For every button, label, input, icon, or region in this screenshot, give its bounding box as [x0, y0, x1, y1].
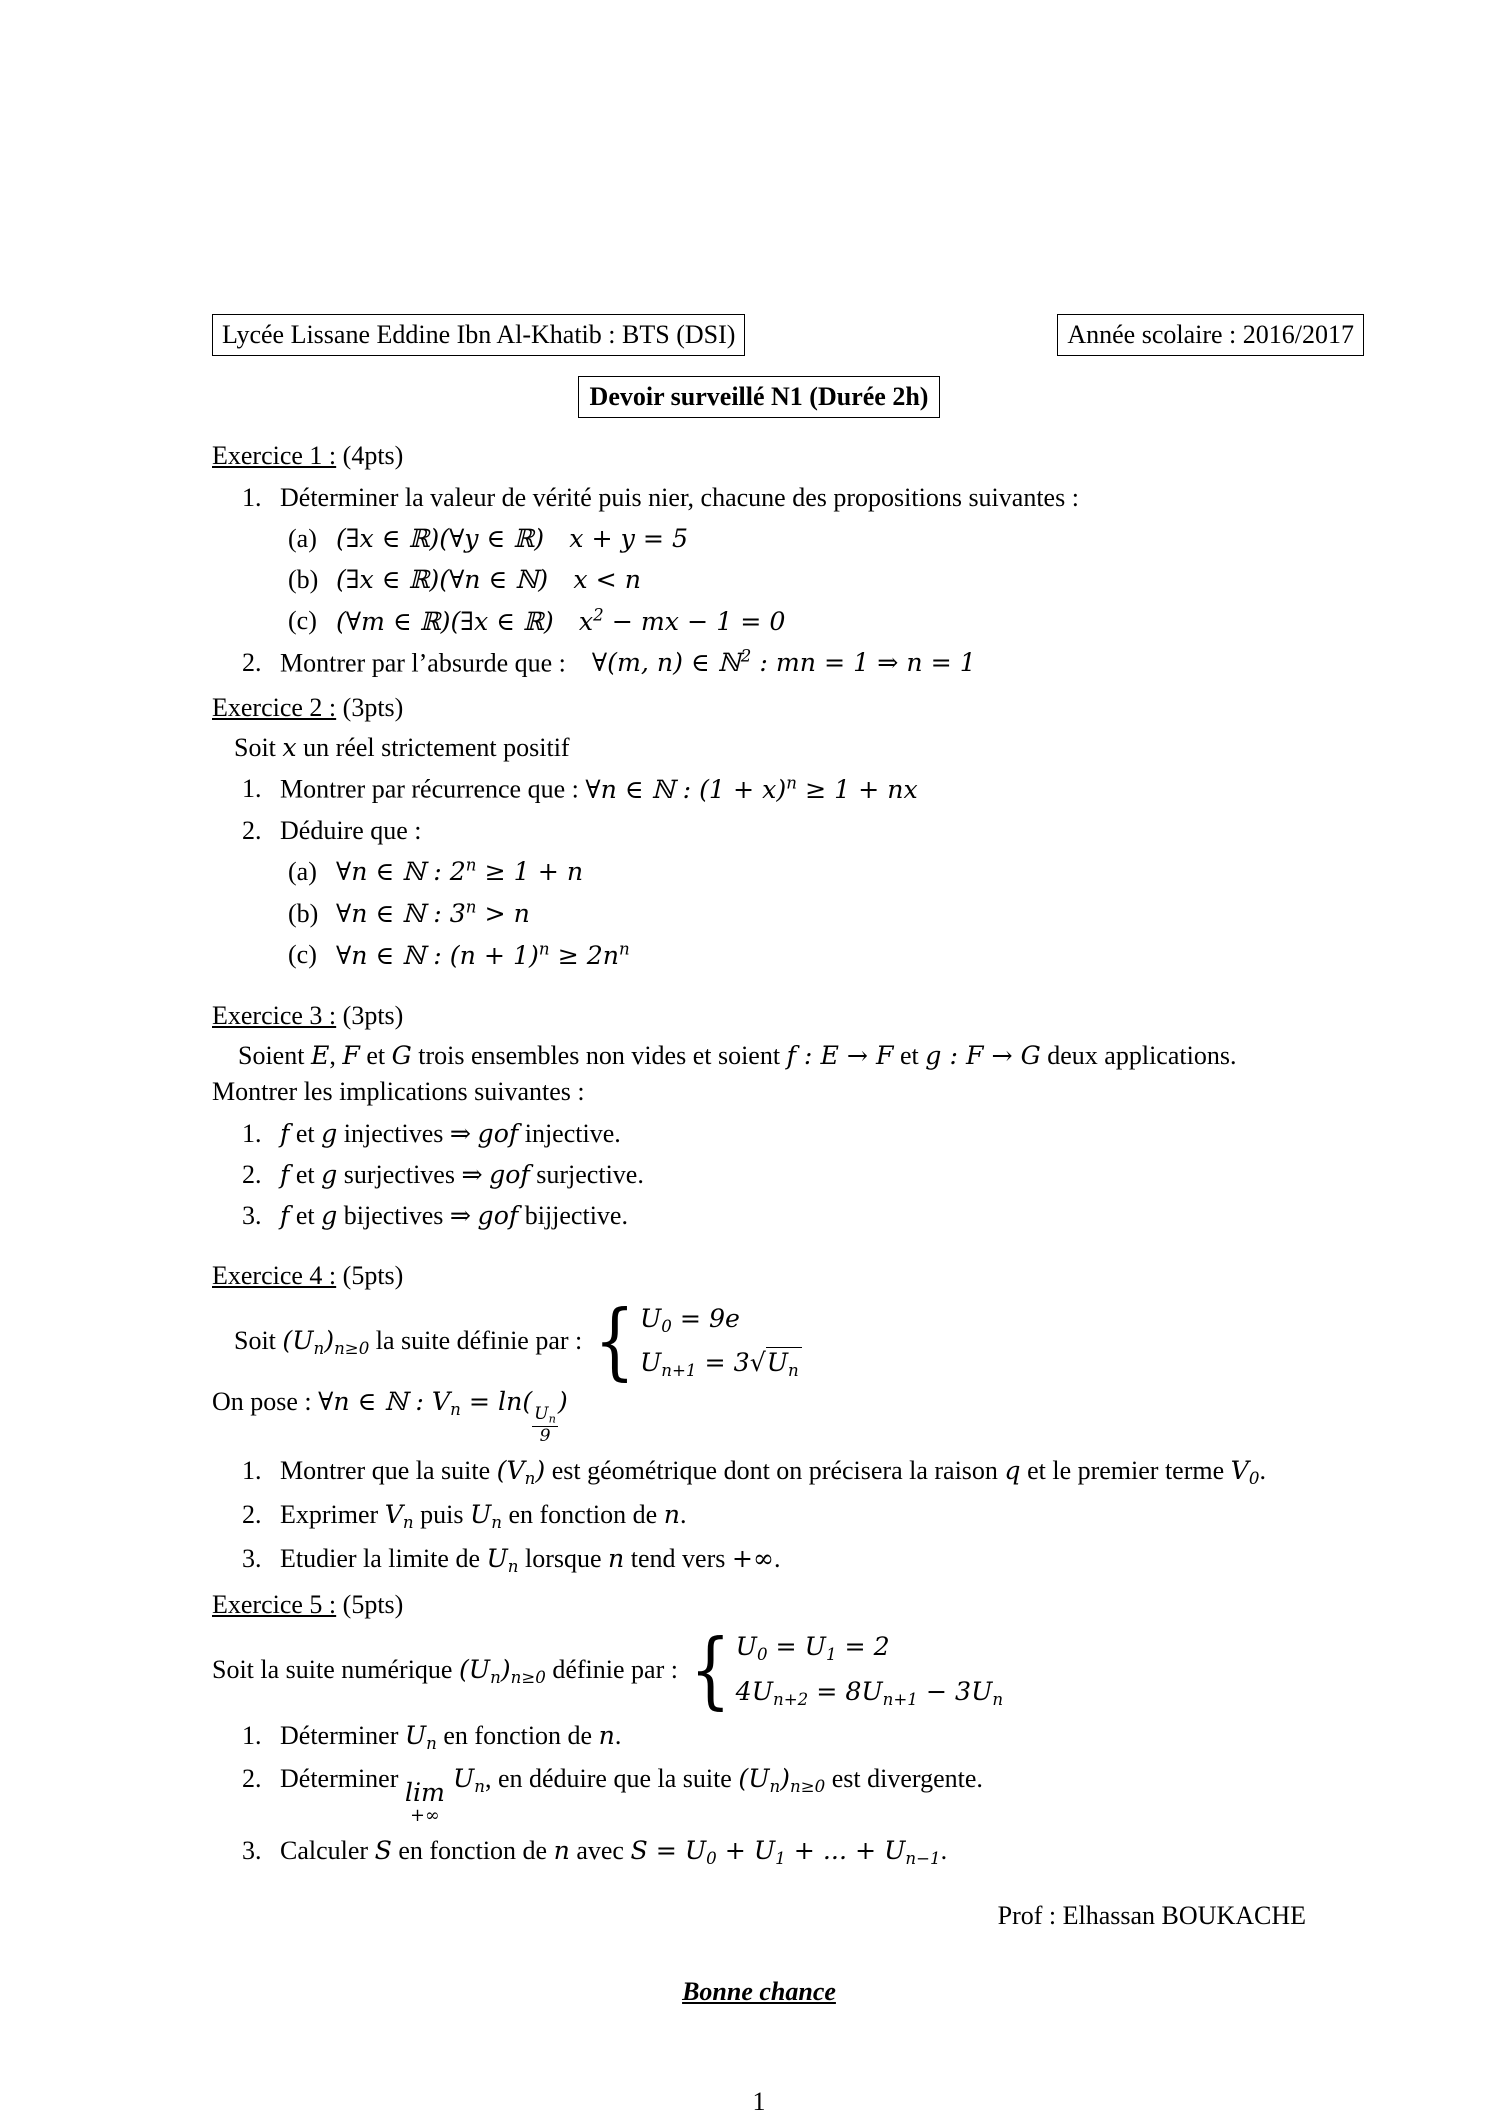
item-text: Déterminer la valeur de vérité puis nier, chacune des propositions suivantes :: [280, 482, 1079, 512]
item-number: 3.: [242, 1835, 262, 1865]
list-item: [242, 1543, 1306, 1578]
list-subitem: [288, 523, 1306, 555]
list-item: [242, 1499, 1306, 1534]
exercise-5-label: Exercice 5 :: [212, 1590, 337, 1620]
equation-line: $U_0 = 9e$: [640, 1303, 740, 1336]
item-text: ∀n ∈ ℕ : $3^n > n$: [336, 897, 530, 929]
list-item: [242, 1835, 1306, 1870]
page-number: 1: [752, 2087, 766, 2117]
list-item: [242, 647, 1306, 680]
left-brace: {: [594, 1294, 635, 1391]
item-text: Montrer par l’absurde que : ∀(m, n) ∈ ℕ$^2$ : mn = 1 ⇒ n = 1: [280, 647, 976, 678]
system-equations: [736, 1631, 1003, 1710]
item-number: (c): [288, 940, 317, 970]
item-text: f et g bijectives ⇒ gof bijjective.: [280, 1201, 628, 1231]
list-subitem: [288, 856, 1306, 889]
list-item: [242, 482, 1306, 514]
item-text: ∀n ∈ ℕ : $(n + 1)^n \ge 2n^n$: [336, 939, 630, 970]
item-text: f et g injectives ⇒ gof injective.: [280, 1118, 621, 1148]
list-subitem: [288, 898, 1306, 931]
exercise-1-points: (4pts): [342, 441, 404, 471]
equation-line: $U_0 = U_1 = 2$: [735, 1632, 890, 1665]
exercise-5-heading: [212, 1589, 1306, 1621]
item-text: ∀n ∈ ℕ : $2^n \ge 1 + n$: [336, 856, 584, 887]
exercise-4-definition: [234, 1294, 1306, 1391]
item-number: 1.: [242, 1118, 262, 1148]
item-number: 2.: [242, 648, 262, 678]
item-number: 2.: [242, 1159, 262, 1189]
item-text: (∃x ∈ ℝ)(∀y ∈ ℝ) x + y = 5: [336, 523, 689, 553]
exercise-3-label: Exercice 3 :: [212, 1000, 337, 1030]
exercise-2-points: (3pts): [342, 692, 404, 722]
item-number: 1.: [242, 1720, 262, 1750]
school-year-box: Année scolaire : 2016/2017: [1057, 314, 1364, 356]
exercise-2-heading: [212, 692, 1306, 724]
list-item: [242, 1159, 1306, 1191]
definition-lead: Soit $(U_n)_{n\ge 0}$ la suite définie par :: [234, 1325, 583, 1358]
item-text: Exprimer $V_n$ puis $U_n$ en fonction de n.: [280, 1499, 687, 1532]
item-number: 2.: [242, 815, 262, 845]
exercise-5-points: (5pts): [342, 1590, 404, 1620]
item-number: 3.: [242, 1543, 262, 1573]
exercise-3-heading: [212, 1000, 1306, 1032]
list-item: [242, 1118, 1306, 1150]
exercise-1-heading: [212, 440, 1306, 472]
list-subitem: [288, 939, 1306, 972]
school-box: Lycée Lissane Eddine Ibn Al-Khatib : BTS (DSI): [212, 314, 745, 356]
item-text: Calculer S en fonction de n avec $S = U_0 + U_1$ + ... + $U_{n-1}$.: [280, 1835, 948, 1868]
exercise-2-label: Exercice 2 :: [212, 692, 337, 722]
list-item: [242, 1455, 1306, 1490]
item-text: (∃x ∈ ℝ)(∀n ∈ ℕ) x < n: [336, 565, 641, 595]
exercise-1-label: Exercice 1 :: [212, 441, 337, 471]
item-text: Déterminer $U_n$ en fonction de n.: [280, 1720, 622, 1753]
item-number: 2.: [242, 1764, 262, 1794]
item-text: (∀m ∈ ℝ)(∃x ∈ ℝ) $x^2$ − mx − 1 = 0: [336, 605, 786, 636]
exercise-3-intro-line2: Montrer les implications suivantes :: [212, 1077, 585, 1107]
exercise-4-points: (5pts): [342, 1261, 404, 1291]
exercise-4-pose: On pose : ∀n ∈ ℕ : $V_n = \ln$( $\frac{U_n}{9}$ ): [212, 1386, 568, 1446]
item-text: Montrer par récurrence que : ∀n ∈ ℕ : $(1 + x)^n \ge 1$ + nx: [280, 773, 918, 804]
professor-name: Prof : Elhassan BOUKACHE: [997, 1900, 1306, 1930]
exercise-4-heading: [212, 1260, 1306, 1292]
item-number: (c): [288, 606, 317, 636]
exercise-3-points: (3pts): [342, 1000, 404, 1030]
list-item: [242, 773, 1306, 806]
item-text: Montrer que la suite $(V_n)$ est géométrique dont on précisera la raison q et le premier terme $V_0$.: [280, 1456, 1266, 1489]
item-text: Déduire que :: [280, 815, 422, 845]
list-item: [242, 1200, 1306, 1232]
list-subitem: [288, 564, 1306, 596]
equation-line: $U_{n+1} = 3√U_n$: [640, 1347, 802, 1382]
item-text: Déterminer lim +∞ $U_n$, en déduire que la suite $(U_n)_{n\ge 0}$ est divergente.: [280, 1764, 983, 1827]
exam-title-box: Devoir surveillé N1 (Durée 2h): [578, 376, 941, 418]
item-number: (a): [288, 857, 317, 887]
definition-lead: Soit la suite numérique $(U_n)_{n\ge 0}$ définie par :: [212, 1654, 678, 1687]
item-number: (b): [288, 898, 319, 928]
list-item: [242, 815, 1306, 847]
item-number: (a): [288, 523, 317, 553]
item-number: (b): [288, 565, 319, 595]
exercise-2-intro: Soit x un réel strictement positif: [234, 732, 570, 762]
exercise-4-label: Exercice 4 :: [212, 1261, 337, 1291]
list-item: [242, 1720, 1306, 1755]
list-item: [242, 1763, 1306, 1826]
item-text: Etudier la limite de $U_n$ lorsque n tend vers +∞.: [280, 1543, 781, 1576]
item-number: 1.: [242, 1456, 262, 1486]
list-subitem: [288, 605, 1306, 638]
item-number: 3.: [242, 1201, 262, 1231]
page-header: [212, 314, 1354, 356]
item-number: 1.: [242, 774, 262, 804]
item-number: 2.: [242, 1499, 262, 1529]
item-text: f et g surjectives ⇒ gof surjective.: [280, 1159, 644, 1189]
exercise-5-definition: [212, 1622, 1306, 1720]
item-number: 1.: [242, 482, 262, 512]
exercise-3-intro-line1: Soient E, F et G trois ensembles non vides et soient f : E → F et g : F → G deux applications.: [238, 1041, 1237, 1071]
system-equations: [640, 1303, 802, 1382]
equation-line: $4U_{n+2} = 8U_{n+1} - 3U_n$: [735, 1677, 1004, 1709]
left-brace: {: [689, 1622, 731, 1720]
good-luck-message: Bonne chance: [682, 1976, 836, 2006]
